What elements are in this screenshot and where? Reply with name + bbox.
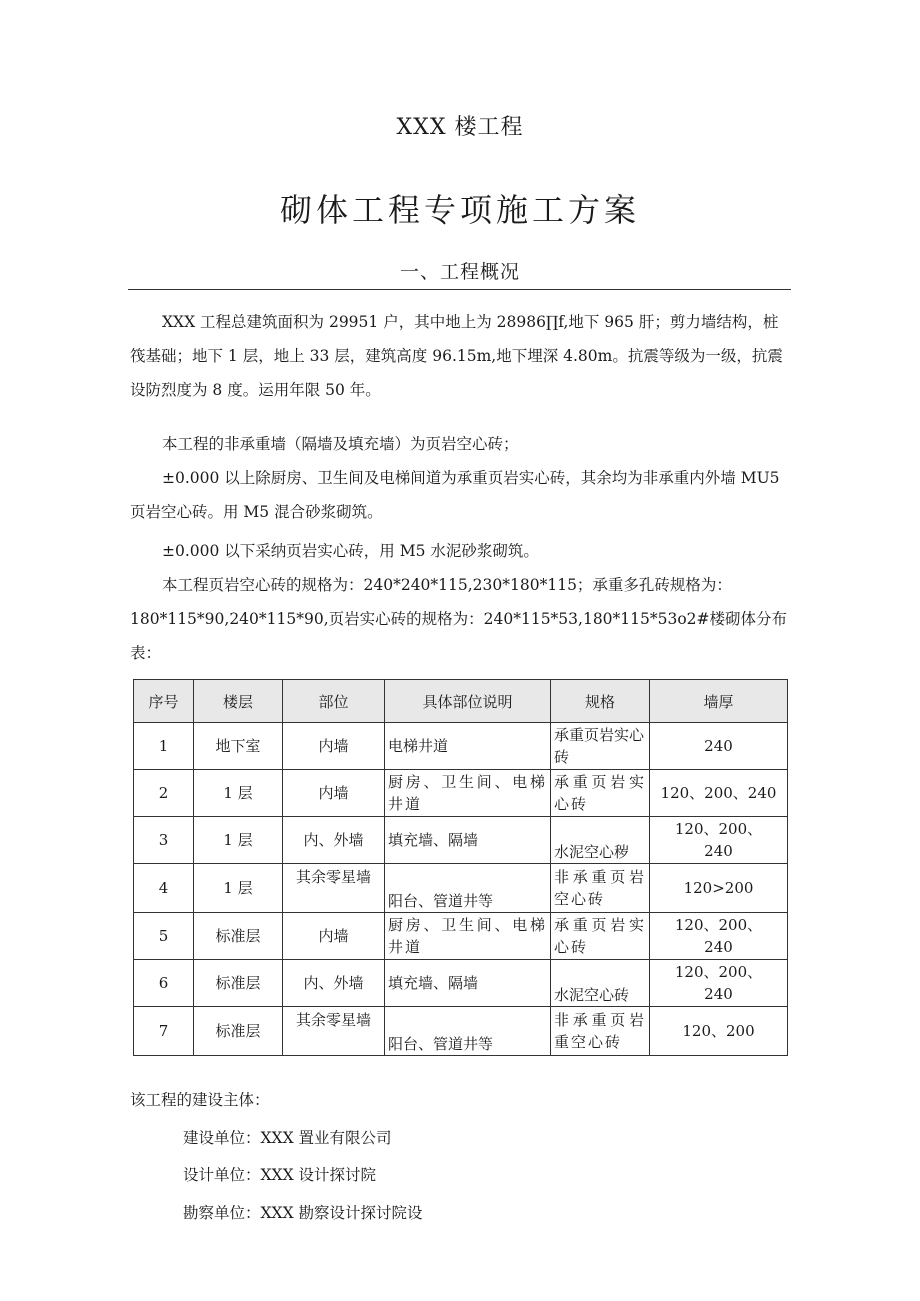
cell-no: 1 [134,723,194,770]
overview-text-2: 本工程的非承重墙（隔墙及填充墙）为页岩空心砖； [162,435,519,453]
cell-part: 内、外墙 [283,960,385,1007]
cell-no: 2 [134,770,194,817]
overview-paragraph-2 [130,427,790,461]
section-heading: 一、工程概况 [399,261,520,283]
header-thickness: 墙厚 [650,680,788,723]
overview-paragraph-1 [130,305,790,407]
cell-thickness: 120、200、240 [650,960,788,1007]
header-no: 序号 [134,680,194,723]
overview-paragraph-5 [130,568,790,670]
cell-spec: 非承重页岩重空心砖 [551,1007,650,1056]
cell-floor: 1 层 [194,770,283,817]
cell-part: 内墙 [283,770,385,817]
cell-spec: 承重页岩实心砖 [551,723,650,770]
table-row [134,913,788,960]
cell-part: 内墙 [283,723,385,770]
cell-desc: 填充墙、隔墙 [385,960,551,1007]
cell-no: 7 [134,1007,194,1056]
overview-text-3: ±0.000 以上除厨房、卫生间及电梯间道为承重页岩实心砖，其余均为非承重内外墙 MU5 页岩空心砖。用 M5 混合砂浆砌筑。 [130,469,780,521]
table-row [134,1007,788,1056]
section-divider [128,289,791,290]
cell-desc: 厨房、卫生间、电梯井道 [385,913,551,960]
overview-text-4: ±0.000 以下采纳页岩实心砖，用 M5 水泥砂浆砌筑。 [162,542,539,560]
overview-paragraph-3 [130,461,790,529]
overview-paragraph-4 [130,534,790,568]
header-floor: 楼层 [194,680,283,723]
table-row [134,817,788,864]
surveyor-unit: 勘察单位：XXX 勘察设计探讨院设 [183,1204,423,1222]
cell-no: 5 [134,913,194,960]
designer-unit: 设计单位：XXX 设计探讨院 [183,1166,377,1184]
cell-part: 其余零星墙 [283,1007,385,1056]
cell-part: 内、外墙 [283,817,385,864]
cell-desc: 厨房、卫生间、电梯井道 [385,770,551,817]
table-row [134,770,788,817]
cell-part: 内墙 [283,913,385,960]
cell-no: 3 [134,817,194,864]
cell-floor: 标准层 [194,960,283,1007]
cell-spec: 水泥空心秽 [551,817,650,864]
table-header-row [134,680,788,723]
header-spec: 规格 [551,680,650,723]
cell-desc: 填充墙、隔墙 [385,817,551,864]
masonry-distribution-table [133,679,788,1056]
table-row [134,960,788,1007]
cell-part: 其余零星墙 [283,864,385,913]
project-title: XXX 楼工程 [396,115,524,140]
cell-spec: 承重页岩实心砖 [551,770,650,817]
cell-spec: 承重页岩实心砖 [551,913,650,960]
cell-thickness: 120、200、240 [650,770,788,817]
cell-desc: 电梯井道 [385,723,551,770]
cell-floor: 标准层 [194,1007,283,1056]
cell-thickness: 120>200 [650,864,788,913]
builder-unit: 建设单位：XXX 置业有限公司 [183,1129,392,1147]
overview-text-1: XXX 工程总建筑面积为 29951 户，其中地上为 28986∏f,地下 965 肝；剪力墙结构，桩筏基础；地下 1 层，地上 33 层，建筑高度 96.15m,地下埋深 4.80m。抗震等级为一级，抗震设防烈度为 8 度。运用年限 50 年。 [130,313,783,399]
document-title: 砌体工程专项施工方案 [279,191,640,229]
cell-desc: 阳台、管道井等 [385,864,551,913]
table-row [134,864,788,913]
cell-spec: 非承重页岩空心砖 [551,864,650,913]
header-part: 部位 [283,680,385,723]
owners-intro: 该工程的建设主体： [130,1091,270,1109]
table-row [134,723,788,770]
cell-floor: 标准层 [194,913,283,960]
cell-no: 6 [134,960,194,1007]
cell-spec: 水泥空心砖 [551,960,650,1007]
header-desc: 具体部位说明 [385,680,551,723]
cell-floor: 1 层 [194,817,283,864]
cell-thickness: 120、200、240 [650,817,788,864]
overview-text-5: 本工程页岩空心砖的规格为：240*240*115,230*180*115；承重多孔砖规格为：180*115*90,240*115*90,页岩实心砖的规格为：240*115*53,180*115*53o2#楼砌体分布表： [130,576,788,662]
cell-floor: 地下室 [194,723,283,770]
cell-floor: 1 层 [194,864,283,913]
cell-thickness: 120、200 [650,1007,788,1056]
cell-thickness: 240 [650,723,788,770]
cell-desc: 阳台、管道井等 [385,1007,551,1056]
cell-thickness: 120、200、240 [650,913,788,960]
cell-no: 4 [134,864,194,913]
